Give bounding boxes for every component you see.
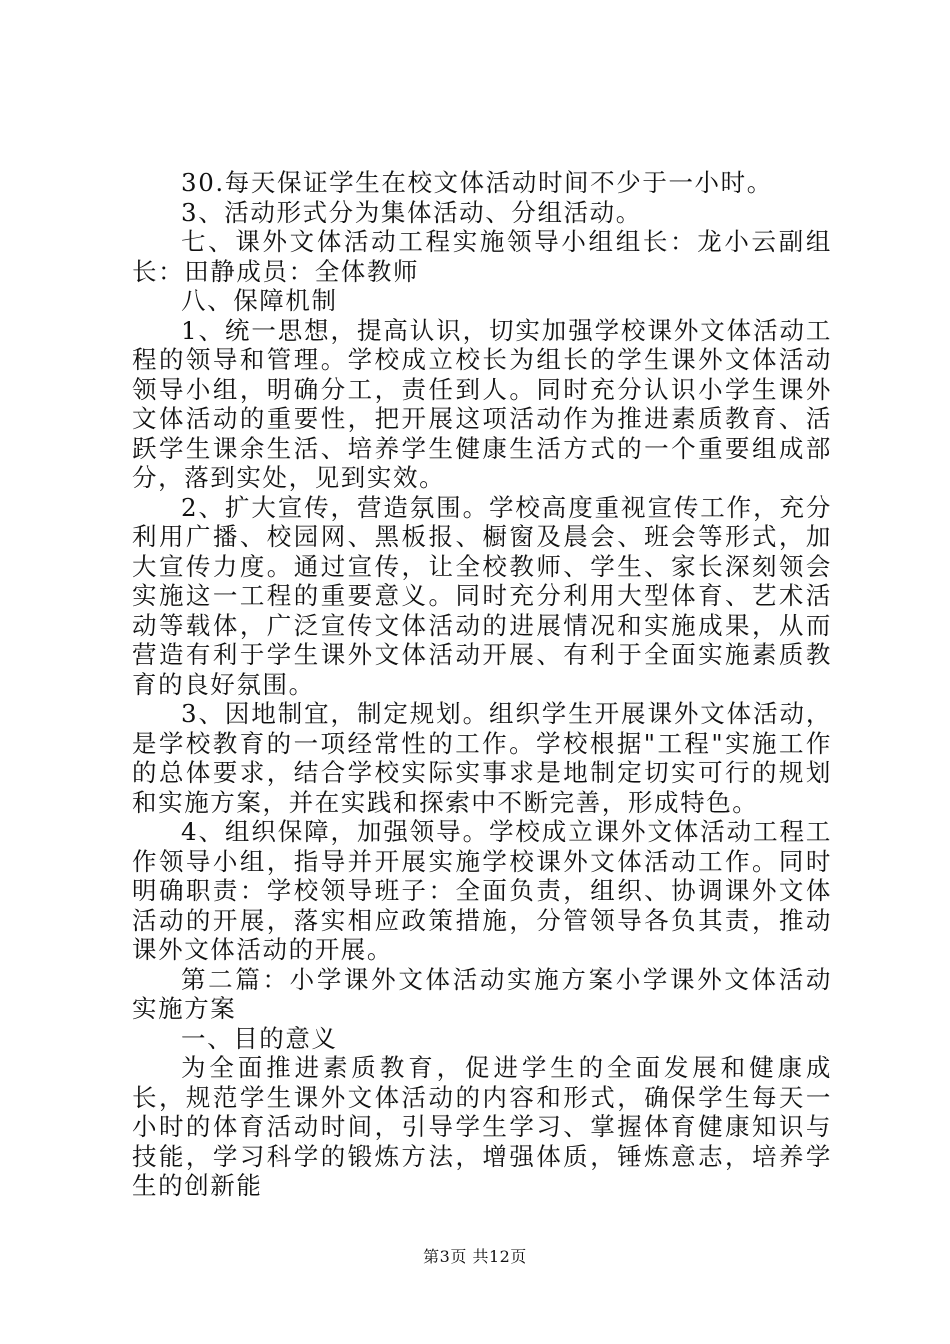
document-body xyxy=(132,168,832,1201)
paragraph-organization: 4、组织保障，加强领导。学校成立课外文体活动工程工作领导小组，指导并开展实施学校课外文体活动工作。同时明确职责：学校领导班子：全面负责，组织、协调课外文体活动的开展，落实相应政策措施，分管领导各负其责，推动课外文体活动的开展。 xyxy=(132,817,832,964)
section-heading-purpose: 一、目的意义 xyxy=(181,1023,338,1053)
paragraph-unify-thinking: 1、统一思想，提高认识，切实加强学校课外文体活动工程的领导和管理。学校成立校长为组长的学生课外文体活动领导小组，明确分工，责任到人。同时充分认识小学生课外文体活动的重要性，把开展这项活动作为推进素质教育、活跃学生课余生活、培养学生健康生活方式的一个重要组成部分，落到实处，见到实效。 xyxy=(132,315,832,492)
paragraph-purpose: 为全面推进素质教育，促进学生的全面发展和健康成长，规范学生课外文体活动的内容和形式，确保学生每天一小时的体育活动时间，引导学生学习、掌握体育健康知识与技能，学习科学的锻炼方法，增强体质，锤炼意志，培养学生的创新能 xyxy=(132,1053,832,1200)
paragraph-activity-time: 30.每天保证学生在校文体活动时间不少于一小时。 xyxy=(181,168,773,197)
paragraph-planning: 3、因地制宜，制定规划。组织学生开展课外文体活动，是学校教育的一项经常性的工作。学校根据"工程"实施工作的总体要求，结合学校实际实事求是地制定切实可行的规划和实施方案，并在实践和探索中不断完善，形成特色。 xyxy=(132,699,832,817)
paragraph-leadership-group: 七、课外文体活动工程实施领导小组组长：龙小云副组长：田静成员：全体教师 xyxy=(132,227,832,286)
paragraph-activity-form: 3、活动形式分为集体活动、分组活动。 xyxy=(181,197,642,227)
paragraph-publicity: 2、扩大宣传，营造氛围。学校高度重视宣传工作，充分利用广播、校园网、黑板报、橱窗及晨会、班会等形式，加大宣传力度。通过宣传，让全校教师、学生、家长深刻领会实施这一工程的重要意义。同时充分利用大型体育、艺术活动等载体，广泛宣传文体活动的进展情况和实施成果，从而营造有利于学生课外文体活动开展、有利于全面实施素质教育的良好氛围。 xyxy=(132,492,832,699)
page-number-footer: 第3页 共12页 xyxy=(423,1247,527,1266)
section-heading-guarantee: 八、保障机制 xyxy=(181,286,338,315)
section-title-part-two: 第二篇：小学课外文体活动实施方案小学课外文体活动实施方案 xyxy=(132,964,832,1023)
